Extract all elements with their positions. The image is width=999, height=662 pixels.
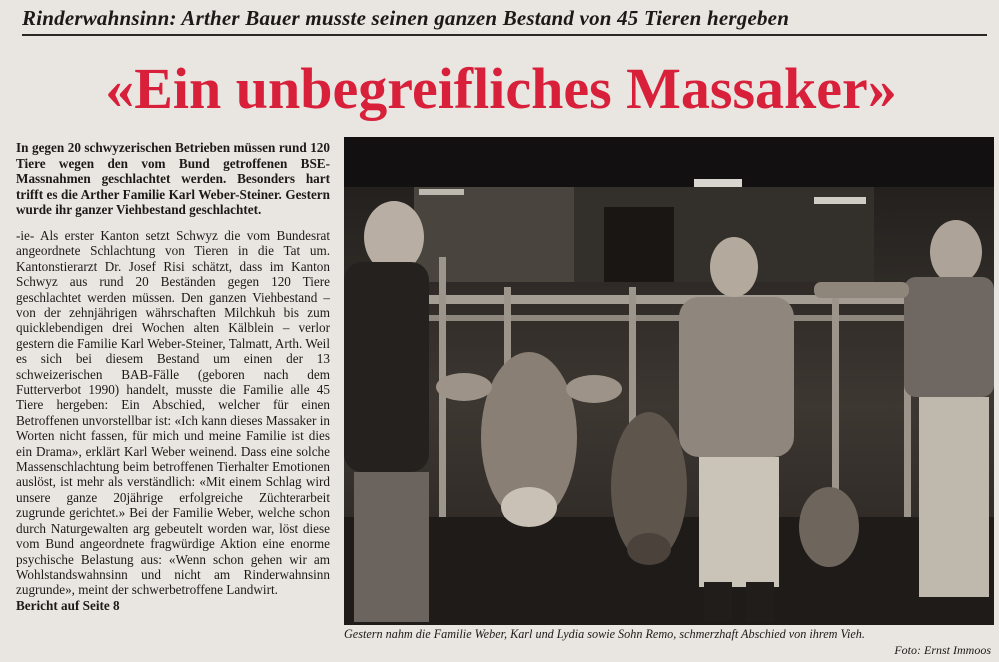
- ceiling-light: [694, 179, 742, 187]
- article-lead: In gegen 20 schwyzerischen Betrieben müssen rund 120 Tiere wegen den vom Bund getroffenen BSE-Massnahmen geschlachtet werden. Besonders hart trifft es die Arther Familie Karl Weber-Steiner. Gestern wurde ihr ganzer Viehbestand geschlachtet.: [16, 140, 330, 218]
- barn-doorway: [604, 207, 674, 282]
- article-body: -ie- Als erster Kanton setzt Schwyz die vom Bundesrat angeordnete Schlachtung von Tieren in die Tat um. Kantonstierarzt Dr. Josef Risi schätzt, dass im Kanton Schwyz aus rund 20 Beständen gegen 120 Tiere geschlachtet werden müssen. Den ganzen Viehbestand – von der zehnjährigen währschaften Milchkuh bis zum quicklebendigen drei Wochen alten Kälblein – verlor gestern die Familie Karl Weber-Steiner, Talmatt, Arth. Weil es sich bei diesem Bestand um einen der 13 schweizerischen BAB-Fälle (geboren nach dem Futterverbot 1990) handelt, musste die Familie alle 45 Tiere hergeben: Ein Abschied, welcher für einen Betroffenen unvorstellbar ist: «Ich kann dieses Massaker in Worten nicht fassen, für mich und meine Familie ist dies ein Drama», erklärt Karl Weber weinend. Dass eine solche Massenschlachtung beim betroffenen Tierhalter Emotionen auslöst, ist mehr als verständlich: «Mit einem Schlag wird unsere ganze 20jährige erfolgreiche Züchterarbeit zugrunde gerichtet.» Bei der Familie Weber, welche schon durch Naturgewalten arg gebeutelt worden war, löst diese vom Bund angeordnete fragwürdige Aktion eine enorme psychische Belastung aus: «Wenn schon gehen wir am Wohlstandswahnsinn und nicht am Rinderwahnsinn zugrunde», meint der schwerbetroffene Landwirt.: [16, 227, 330, 598]
- ceiling-light: [419, 189, 464, 195]
- farmer-karl: [344, 201, 429, 622]
- barn-wall-left: [414, 187, 574, 282]
- feed-rail: [404, 315, 924, 321]
- ceiling-light: [814, 197, 866, 204]
- news-photo: [344, 137, 994, 625]
- kicker-line: Rinderwahnsinn: Arther Bauer musste seinen ganzen Bestand von 45 Tieren hergeben: [22, 6, 987, 36]
- barn-photo-illustration: [344, 137, 994, 625]
- ceiling: [344, 137, 994, 187]
- photo-credit: Foto: Ernst Immoos: [894, 643, 991, 657]
- headline: «Ein unbegreifliches Massaker»: [105, 56, 897, 121]
- continuation-note: Bericht auf Seite 8: [16, 597, 120, 613]
- cow-right: [799, 487, 859, 567]
- article-column: [16, 140, 330, 613]
- photo-caption: Gestern nahm die Familie Weber, Karl und Lydia sowie Sohn Remo, schmerzhaft Abschied von ihrem Vieh.: [344, 627, 865, 641]
